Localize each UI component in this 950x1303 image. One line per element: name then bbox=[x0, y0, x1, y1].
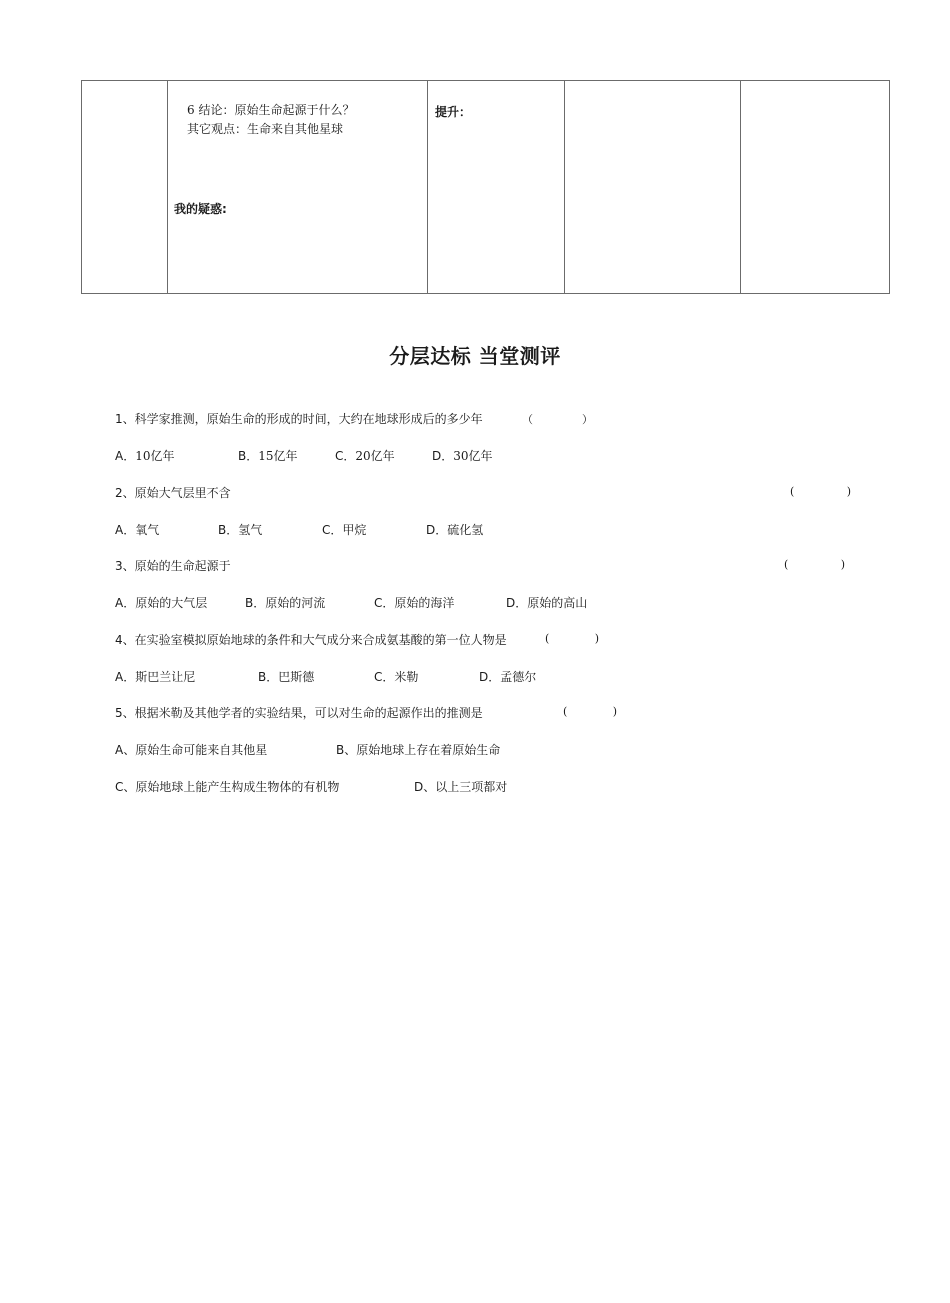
question-number: 1、 bbox=[115, 412, 135, 426]
option-c: C．米勒 bbox=[374, 670, 419, 684]
question-text: 在实验室模拟原始地球的条件和大气成分来合成氨基酸的第一位人物是 bbox=[134, 633, 507, 647]
option-c: C、原始地球上能产生构成生物体的有机物 bbox=[115, 780, 340, 794]
answer-blank: ( ) bbox=[563, 705, 618, 718]
table-column-divider bbox=[427, 81, 428, 293]
table-column-divider bbox=[167, 81, 168, 293]
question-text: 原始大气层里不含 bbox=[134, 486, 231, 500]
answer-blank: ( ) bbox=[784, 558, 846, 571]
option-d: D．硫化氢 bbox=[426, 523, 484, 537]
option-a: A、原始生命可能来自其他星 bbox=[115, 743, 268, 757]
answer-blank: （ ） bbox=[522, 413, 593, 426]
question-5 bbox=[115, 704, 483, 721]
option-b: B．15亿年 bbox=[238, 449, 298, 463]
doubt-label: 我的疑惑: bbox=[174, 202, 227, 216]
option-a: A．10亿年 bbox=[115, 449, 175, 463]
conclusion-line: 6 结论：原始生命起源于什么？ bbox=[187, 103, 355, 117]
option-b: B、原始地球上存在着原始生命 bbox=[336, 743, 501, 757]
option-d: D、以上三项都对 bbox=[414, 780, 508, 794]
other-view-line: 其它观点：生命来自其他星球 bbox=[187, 122, 344, 136]
question-text: 根据米勒及其他学者的实验结果，可以对生命的起源作出的推测是 bbox=[134, 706, 483, 720]
question-3 bbox=[115, 557, 231, 574]
option-a: A．氧气 bbox=[115, 523, 160, 537]
question-text: 原始的生命起源于 bbox=[134, 559, 231, 573]
question-text: 科学家推测，原始生命的形成的时间，大约在地球形成后的多少年 bbox=[134, 412, 483, 426]
table-column-divider bbox=[740, 81, 741, 293]
option-b: B．氢气 bbox=[218, 523, 263, 537]
option-b: B．巴斯德 bbox=[258, 670, 315, 684]
option-d: D．孟德尔 bbox=[479, 670, 537, 684]
option-c: C．甲烷 bbox=[322, 523, 367, 537]
lesson-table bbox=[81, 80, 890, 294]
answer-blank: ( ) bbox=[790, 485, 852, 498]
question-number: 4、 bbox=[115, 633, 135, 647]
question-1 bbox=[115, 410, 483, 427]
improve-label: 提升： bbox=[435, 105, 472, 119]
question-number: 2、 bbox=[115, 486, 135, 500]
option-a: A．原始的大气层 bbox=[115, 596, 208, 610]
option-c: C．原始的海洋 bbox=[374, 596, 455, 610]
section-title: 分层达标 当堂测评 bbox=[389, 344, 561, 368]
table-column-divider bbox=[564, 81, 565, 293]
option-d: D．30亿年 bbox=[432, 449, 493, 463]
option-c: C．20亿年 bbox=[335, 449, 395, 463]
answer-blank: ( ) bbox=[545, 632, 600, 645]
question-4 bbox=[115, 631, 507, 648]
question-number: 5、 bbox=[115, 706, 135, 720]
option-d: D．原始的高山 bbox=[506, 596, 588, 610]
option-b: B．原始的河流 bbox=[245, 596, 326, 610]
question-number: 3、 bbox=[115, 559, 135, 573]
question-2 bbox=[115, 484, 231, 501]
option-a: A．斯巴兰让尼 bbox=[115, 670, 196, 684]
